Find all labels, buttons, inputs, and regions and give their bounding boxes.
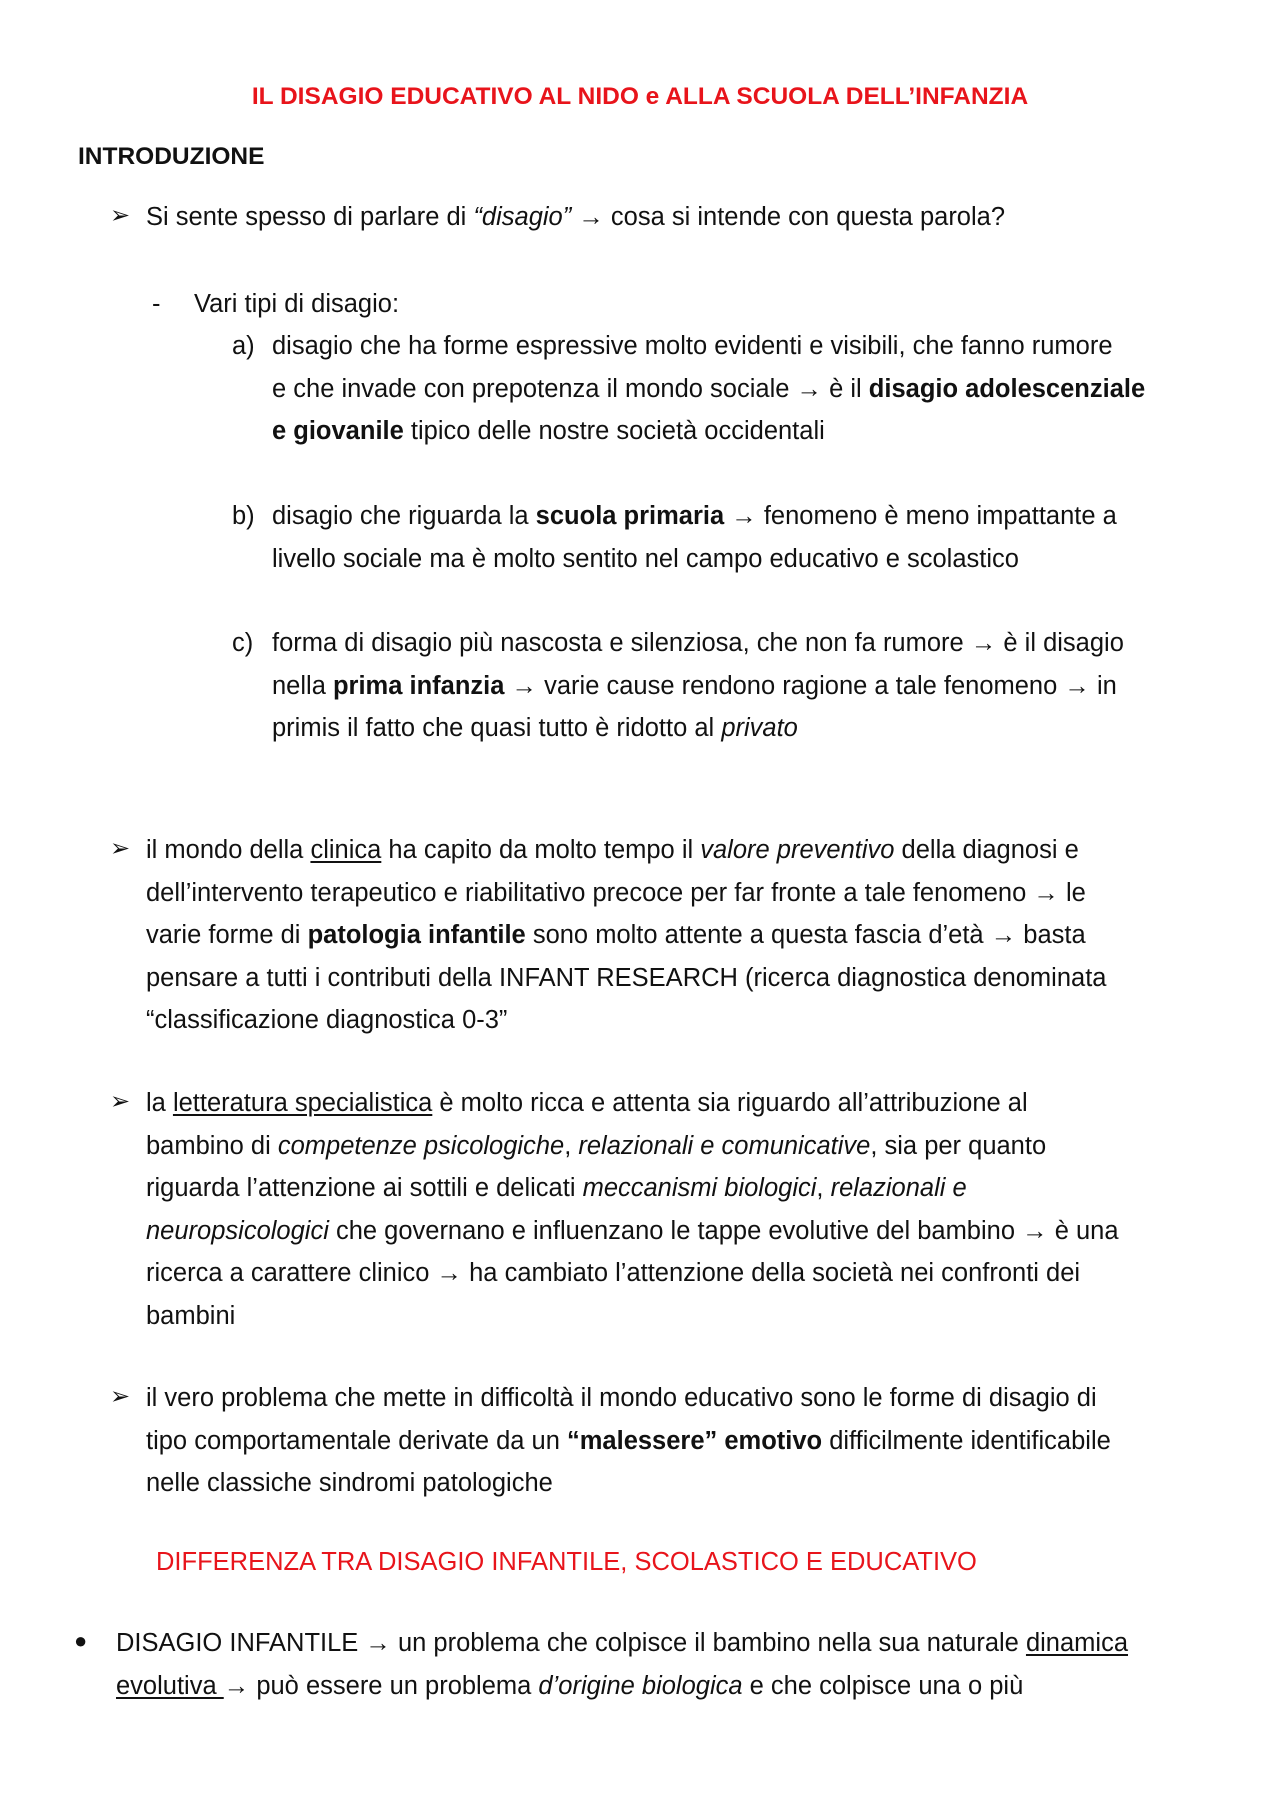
paragraph-1 <box>146 196 1005 239</box>
text: varie cause rendono ragione a tale fenomeno <box>537 671 1065 700</box>
text: le <box>1058 878 1086 907</box>
text-line <box>272 665 1124 708</box>
underlined-text <box>116 1672 224 1700</box>
italic-text: relazionali e comunicative <box>578 1131 871 1160</box>
text: un problema che colpisce il bambino nella sua naturale <box>390 1629 1026 1657</box>
text: ha cambiato l’attenzione della società nei confronti dei <box>462 1259 1081 1287</box>
italic-text: “disagio” <box>473 203 572 231</box>
bold-text: patologia infantile <box>307 921 526 949</box>
italic-text: relazionali e <box>830 1174 967 1202</box>
text: forma di disagio più nascosta e silenziosa, che non fa rumore <box>272 629 971 657</box>
dot-bullet-icon: ● <box>74 1628 88 1653</box>
underlined-text: dinamica <box>1025 1629 1129 1657</box>
text-line <box>146 1420 1111 1463</box>
text: tipo comportamentale derivate da un <box>146 1426 567 1455</box>
text-line <box>146 829 1106 872</box>
bold-text: prima infanzia <box>332 671 505 700</box>
list-item-c <box>272 622 1124 750</box>
text: primis il fatto che quasi tutto è ridotto al <box>272 714 722 742</box>
list-item-b <box>272 495 1117 580</box>
paragraph-3 <box>146 1082 1119 1337</box>
text-line <box>272 707 1124 750</box>
underlined-text: letteratura specialistica <box>172 1089 433 1117</box>
arrow-icon: → <box>990 921 1017 949</box>
arrow-bullet-icon: ➢ <box>110 1383 131 1410</box>
arrow-icon: → <box>511 671 538 700</box>
text-line: pensare a tutti i contributi della INFANT RESEARCH (ricerca diagnostica denominata <box>146 963 1107 992</box>
text-line: bambini <box>146 1301 236 1330</box>
list-item-a <box>272 325 1145 453</box>
arrow-icon: → <box>436 1259 463 1287</box>
bold-text: disagio adolescenziale <box>868 374 1146 403</box>
text-line <box>146 1125 1119 1168</box>
arrow-icon: → <box>731 502 757 530</box>
italic-text: privato <box>721 714 798 742</box>
arrow-icon: → <box>1022 1216 1048 1245</box>
text: sono molto attente a questa fascia d’età <box>525 921 991 949</box>
document-title: IL DISAGIO EDUCATIVO AL NIDO e ALLA SCUOLA DELL’INFANZIA <box>251 83 1029 110</box>
list-marker-a: a) <box>232 332 255 360</box>
text: ricerca a carattere clinico <box>146 1259 437 1287</box>
subheading-differenza: DIFFERENZA TRA DISAGIO INFANTILE, SCOLASTICO E EDUCATIVO <box>156 1548 977 1576</box>
text-line <box>146 1082 1119 1125</box>
text: dell’intervento terapeutico e riabilitativo precoce per far fronte a tale fenomeno <box>146 878 1034 907</box>
arrow-icon: → <box>1033 878 1059 907</box>
arrow-icon: → <box>223 1671 250 1700</box>
text: il mondo della <box>146 836 311 864</box>
section-heading-introduzione: INTRODUZIONE <box>78 143 265 170</box>
text: ha capito da molto tempo il <box>381 836 701 864</box>
text-line <box>146 1252 1119 1295</box>
arrow-icon: → <box>578 203 604 231</box>
bold-text: “malessere” emotivo <box>567 1426 823 1455</box>
text: riguarda l’attenzione ai sottili e delicati <box>146 1174 583 1202</box>
paragraph-5 <box>116 1622 1128 1707</box>
text-line: nelle classiche sindromi patologiche <box>146 1469 553 1497</box>
list-marker-b: b) <box>232 502 255 530</box>
text: fenomeno è meno impattante a <box>756 502 1117 530</box>
text: è il <box>822 374 869 403</box>
italic-text: meccanismi biologici <box>582 1174 817 1202</box>
text: e che colpisce una o più <box>742 1671 1024 1700</box>
bold-text: e giovanile <box>272 417 404 445</box>
text: bambino di <box>146 1131 278 1160</box>
italic-text: neuropsicologici <box>146 1216 329 1245</box>
text: difficilmente identificabile <box>822 1426 1111 1455</box>
text: evolutiva <box>116 1671 224 1700</box>
arrow-icon: → <box>970 629 997 657</box>
dash-label: Vari tipi di disagio: <box>194 290 400 318</box>
arrow-icon: → <box>1064 671 1090 700</box>
underlined-text: clinica <box>310 836 382 864</box>
text: in <box>1089 671 1117 700</box>
list-marker-c: c) <box>232 629 254 657</box>
bold-text: scuola primaria <box>535 502 725 530</box>
paragraph-4 <box>146 1377 1111 1505</box>
text-line: “classificazione diagnostica 0-3” <box>146 1006 508 1034</box>
text: che governano e influenzano le tappe evolutive del bambino <box>328 1216 1023 1245</box>
text: basta <box>1016 921 1086 949</box>
text: varie forme di <box>146 921 308 949</box>
text-line <box>146 914 1106 957</box>
text: tipico delle nostre società occidentali <box>403 417 825 445</box>
text: Si sente spesso di parlare di <box>146 203 474 231</box>
italic-text: d’origine biologica <box>538 1671 743 1700</box>
text: disagio che riguarda la <box>272 502 536 530</box>
text: cosa si intende con questa parola? <box>603 203 1006 231</box>
text-line <box>116 1665 1128 1708</box>
text-line <box>272 410 1145 453</box>
text-line <box>146 1167 1119 1210</box>
text-line <box>146 872 1106 915</box>
arrow-icon: → <box>365 1629 391 1657</box>
text: della diagnosi e <box>894 836 1079 864</box>
text-line: livello sociale ma è molto sentito nel campo educativo e scolastico <box>272 544 1019 573</box>
text: può essere un problema <box>249 1671 539 1700</box>
text-line <box>116 1622 1128 1665</box>
text-line <box>146 1210 1119 1253</box>
dash-marker: - <box>152 290 161 318</box>
paragraph-2 <box>146 829 1106 1042</box>
arrow-bullet-icon: ➢ <box>110 835 131 862</box>
text-line <box>272 495 1117 538</box>
text: , sia per quanto <box>870 1131 1047 1160</box>
italic-text: valore preventivo <box>700 836 895 864</box>
text: e che invade con prepotenza il mondo sociale <box>272 374 797 403</box>
text: DISAGIO INFANTILE <box>116 1629 366 1657</box>
text: la <box>146 1089 173 1117</box>
arrow-bullet-icon: ➢ <box>110 1088 131 1115</box>
text-line: il vero problema che mette in difficoltà il mondo educativo sono le forme di disagio di <box>146 1384 1097 1412</box>
arrow-icon: → <box>796 374 823 403</box>
text: nella <box>272 671 333 700</box>
text-line <box>272 368 1145 411</box>
arrow-bullet-icon: ➢ <box>110 202 131 229</box>
text: è il disagio <box>996 629 1124 657</box>
text: è una <box>1047 1216 1119 1245</box>
text-line: disagio che ha forme espressive molto evidenti e visibili, che fanno rumore <box>272 332 1113 360</box>
text-line <box>272 622 1124 665</box>
text: , <box>564 1131 579 1160</box>
italic-text: competenze psicologiche <box>277 1131 565 1160</box>
text: , <box>816 1174 831 1202</box>
text: è molto ricca e attenta sia riguardo all’attribuzione al <box>432 1089 1028 1117</box>
